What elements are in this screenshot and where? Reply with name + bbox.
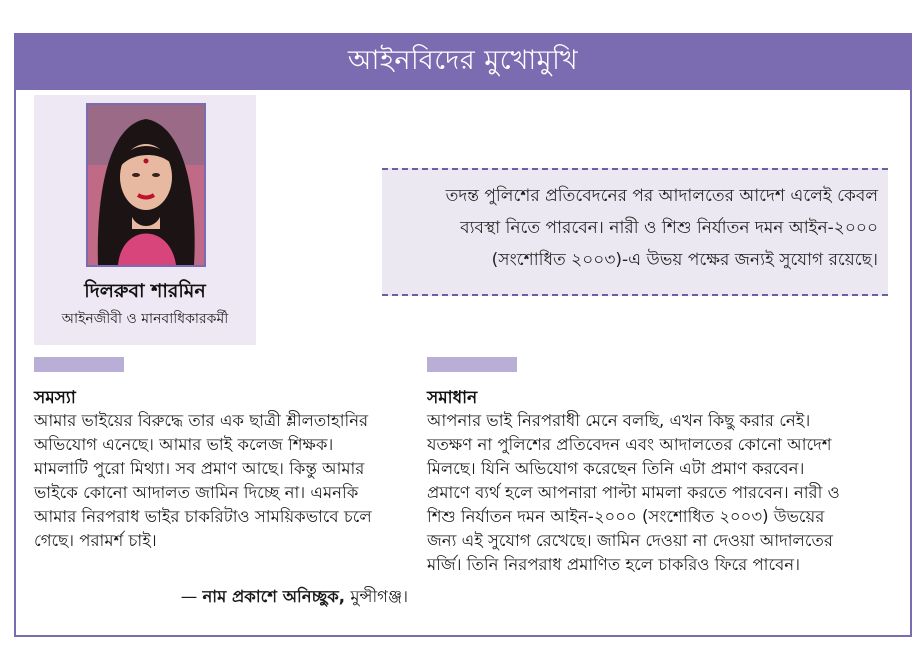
solution-line: মিলছে। যিনি অভিযোগ করেছেন তিনি এটা প্রমাণ করবেন। [427, 459, 805, 478]
letter-signature [34, 584, 408, 611]
signature-dash: — [180, 587, 198, 606]
pull-quote-line: (সংশোধিত ২০০৩)-এ উভয় পক্ষের জন্যই সুযোগ রয়েছে। [491, 250, 878, 270]
problem-line: গেছে। পরামর্শ চাই। [34, 531, 157, 550]
portrait-photo [86, 103, 206, 267]
header-band [16, 35, 910, 90]
solution-text [427, 409, 892, 577]
problem-heading: সমস্যা [34, 388, 76, 408]
solution-line: শিশু নির্যাতন দমন আইন-২০০০ (সংশোধিত ২০০৩) উভয়ের [427, 507, 825, 526]
problem-line: আমার ভাইয়ের বিরুদ্ধে তার এক ছাত্রী শ্লীলতাহানির [34, 411, 369, 430]
signature-place: মুন্সীগঞ্জ। [350, 587, 408, 606]
problem-text [34, 409, 408, 553]
page-title: আইনবিদের মুখোমুখি [347, 45, 579, 76]
problem-line: মামলাটি পুরো মিথ্যা। সব প্রমাণ আছে। কিন্তু আমার [34, 459, 365, 478]
problem-section-bar [34, 357, 124, 372]
signature-name: নাম প্রকাশে অনিচ্ছুক, [202, 587, 346, 606]
solution-line: মর্জি। তিনি নিরপরাধ প্রমাণিত হলে চাকরিও ফিরে পাবেন। [427, 555, 801, 574]
header-divider [16, 90, 910, 93]
problem-line: অভিযোগ এনেছে। আমার ভাই কলেজ শিক্ষক। [34, 435, 334, 454]
solution-line: প্রমাণে ব্যর্থ হলে আপনারা পাল্টা মামলা করতে পারবেন। নারী ও [427, 483, 840, 502]
solution-heading: সমাধান [427, 388, 478, 408]
pull-quote-box [382, 168, 888, 296]
solution-line: যতক্ষণ না পুলিশের প্রতিবেদন এবং আদালতের কোনো আদেশ [427, 435, 832, 454]
problem-line: ভাইকে কোনো আদালত জামিন দিচ্ছে না। এমনকি [34, 483, 359, 502]
problem-line: আমার নিরপরাধ ভাইর চাকরিটাও সাময়িকভাবে চলে [34, 507, 372, 526]
article-frame [14, 33, 912, 637]
solution-line: আপনার ভাই নিরপরাধী মেনে বলছি, এখন কিছু করার নেই। [427, 411, 811, 430]
solution-section-bar [427, 357, 517, 372]
profile-card [34, 95, 256, 345]
pull-quote-bottom-rule [382, 294, 888, 296]
author-name: দিলরুবা শারমিন [84, 280, 206, 302]
pull-quote-top-rule [382, 168, 888, 170]
pull-quote-line: তদন্ত পুলিশের প্রতিবেদনের পর আদালতের আদেশ এলেই কেবল [445, 186, 878, 206]
pull-quote-text [396, 180, 878, 276]
pull-quote-line: ব্যবস্থা নিতে পারবেন। নারী ও শিশু নির্যাতন দমন আইন-২০০০ [460, 218, 878, 238]
author-role: আইনজীবী ও মানবাধিকারকর্মী [61, 311, 229, 327]
portrait-image [88, 105, 204, 265]
solution-line: জন্য এই সুযোগ রেখেছে। জামিন দেওয়া না দেওয়া আদালতের [427, 531, 833, 550]
